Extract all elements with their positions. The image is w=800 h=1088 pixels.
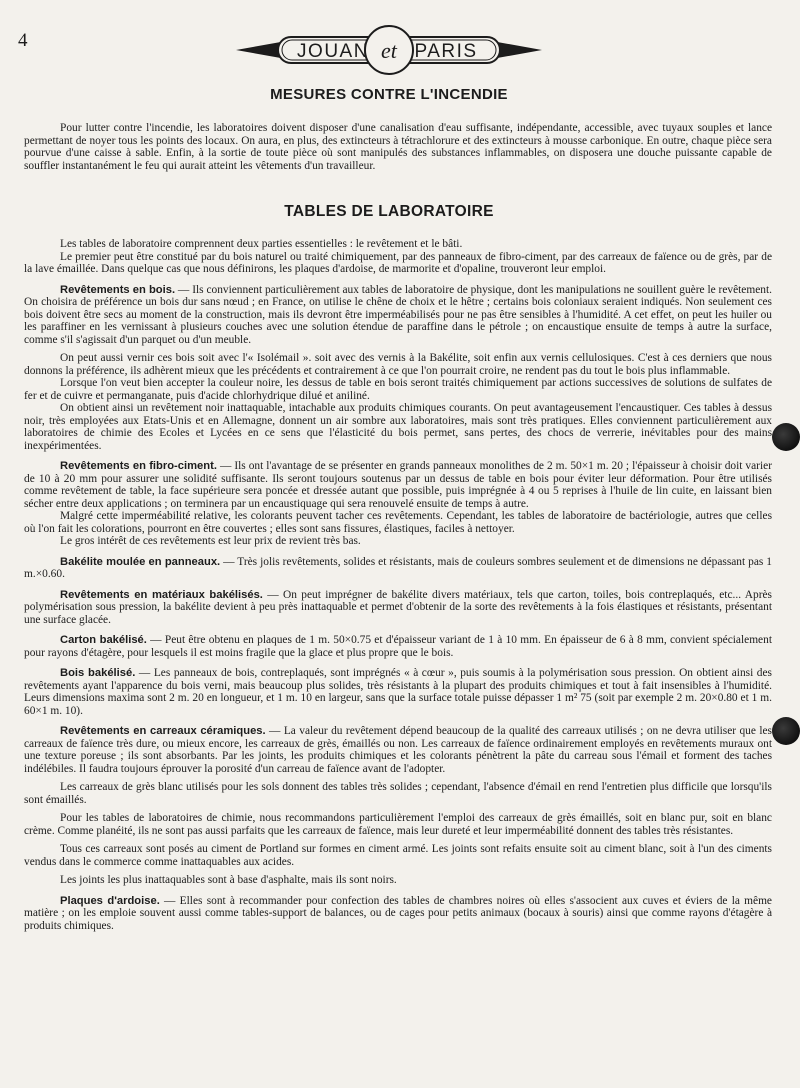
paragraph-carton-bakelise: Carton bakélisé. — Peut être obtenu en plaques de 1 m. 50×0.75 et d'épaisseur variant de 1 à 10 mm. En épaisseur de 6 à 8 mm, convient spécialement pour rayons d'étagère, pour lesquels il est moins fragile que la glace et plus propre que le bois. [24, 634, 772, 659]
paragraph: Les tables de laboratoire comprennent deux parties essentielles : le revêtement et le bâti. [60, 238, 463, 250]
heading-plaques-ardoise: Plaques d'ardoise. [60, 894, 160, 907]
paragraph: Malgré cette imperméabilité relative, les colorants peuvent tacher ces revêtements. Cependant, les tables de laboratoire de bactériologie, autres que celles où l'on fait les colorations, pourront en être couvertes ; elles sont sans fissures, élastiques, faciles à nettoyer. [24, 510, 772, 535]
paragraph: On obtient ainsi un revêtement noir inattaquable, intachable aux produits chimiques courants. On peut avantageusement l'encaustiquer. Ces tables à dessus noir, très employées aux Etats-Unis et en Allemagne, donnent un air sombre aux laboratoires, mais sont très pratiques. Elles conviennent particulièrement aux laboratoires de chimie des Ecoles et Lycées en ce sens que l'élasticité du bois permet, sans pertes, des chocs de verrerie, inévitables pour des mains inexpérimentées. [24, 402, 772, 452]
paragraph: Les joints les plus inattaquables sont à base d'asphalte, mais ils sont noirs. [60, 874, 397, 886]
paragraph: Le gros intérêt de ces revêtements est leur prix de revient très bas. [60, 535, 361, 547]
heading-carton-bakelise: Carton bakélisé. [60, 634, 147, 646]
paragraph-bois-bakelise: Bois bakélisé. — Les panneaux de bois, contreplaqués, sont imprégnés « à cœur », puis soumis à la polymérisation sous pression. On obtient ainsi des revêtements ayant l'apparence du bois verni, mais beaucoup plus solides, très résistants à la plupart des produits chimiques et tout à fait insensibles à l'humidité. Leurs dimensions maxima sont 2 m. 20 en longueur, et 1 m. 10 en largeur, sans que la surface totale puisse dépasser 1 m² 75 (soit par exemple 2 m. 20×0.80 et 1 m. 60×1 m. 10). [24, 667, 772, 717]
jouan-paris-logo [232, 22, 546, 78]
paragraph: Pour les tables de laboratoires de chimie, nous recommandons particulièrement l'emploi des carreaux de grès émaillés, soit en blanc pur, soit en blanc crème. Comme planéité, ils ne sont pas aussi parfaits que les carreaux de faïence, mais leur dureté et leur imperméabilité donnent des tables très résistantes. [24, 812, 772, 837]
punch-hole-mark [772, 717, 800, 745]
heading-bois-bakelise: Bois bakélisé. [60, 667, 136, 679]
heading-bakelite-moulee: Bakélite moulée en panneaux. [60, 555, 221, 568]
paragraph: Pour lutter contre l'incendie, les laboratoires doivent disposer d'une canalisation d'eau suffisante, indépendante, accessible, avec tuyaux souples et lance permettant de noyer tous les points des locaux. On aura, en plus, des extincteurs à tétrachlorure et des extincteurs à mousse carbonique. En outre, chaque pièce sera pourvue d'une caisse à sable. Enfin, à la sortie de toute pièce où sont manipulés des substances inflammables, on disposera une douche puissante capable de souffler instantanément le feu qui aurait atteint les vêtements d'un travailleur. [24, 122, 772, 172]
logo-left-text: JOUAN [297, 41, 369, 62]
section-body-tables [24, 238, 772, 932]
paragraph-bakelite-moulee: Bakélite moulée en panneaux. — Très jolis revêtements, solides et résistants, mais de couleurs sombres seulement et de dimensions ne dépassant pas 1 m.×0.60. [24, 555, 772, 580]
page-number: 4 [18, 30, 28, 51]
paragraph: Les carreaux de grès blanc utilisés pour les sols donnent des tables très solides ; cependant, l'absence d'émail en rend l'entretien plus difficile que lorsqu'ils sont émaillés. [24, 781, 772, 806]
heading-fibro-ciment: Revêtements en fibro-ciment. [60, 460, 217, 472]
paragraph-plaques-ardoise: Plaques d'ardoise. — Elles sont à recommander pour confection des tables de chambres noires où elles s'associent aux cuves et éviers de la même matière ; on les emploie souvent aussi comme tables-support de balances, ou de cages pour petits animaux (bocaux à souris) ainsi que comme rayons d'étagère à produits chimiques. [24, 894, 772, 932]
logo-monogram: et [381, 38, 397, 63]
section-body-incendie [24, 122, 772, 172]
paragraph-revetements-bois: Revêtements en bois. — Ils conviennent particulièrement aux tables de laboratoire de physique, dont les manipulations ne souillent guère le revêtement. On choisira de préférence un bois dur sans nœud ; en France, on utilise le chêne de choix et le hêtre ; certains bois coloniaux seraient indiqués. Non seulement ces bois doivent être secs au moment de la construction, mais ils devront être imperméabilisés pour ne pas être sensibles à l'humidité. A cet effet, on peut les huiler ou les paraffiner en les vernissant à plusieurs couches avec une solution étendue de paraffine dans le pétrole ; on encaustique ensuite de temps à autre la surface, comme s'il s'agissait d'un parquet ou d'un meuble. [24, 283, 772, 346]
heading-revetements-bois: Revêtements en bois. [60, 283, 176, 296]
paragraph: Le premier peut être constitué par du bois naturel ou traité chimiquement, par des panneaux de fibro-ciment, par des carreaux de faïence ou de grès, par de la lave émaillée. Dans quelque cas que nous définirons, les plaques d'ardoise, de marmorite et d'opaline, trouveront leur emploi. [24, 250, 772, 275]
punch-hole-mark [772, 423, 800, 451]
paragraph-materiaux-bakelises: Revêtements en matériaux bakélisés. — On peut imprégner de bakélite divers matériaux, tels que carton, toiles, bois contreplaqués, etc... Après polymérisation sous pression, la bakélite devient à peu près inattaquable et permet d'obtenir de la sorte des revêtements à la fois élastiques et résistants, présentant une surface glacée. [24, 588, 772, 626]
paragraph: On peut aussi vernir ces bois soit avec l'« Isolémail ». soit avec des vernis à la Bakélite, soit enfin aux vernis cellulosiques. C'est à ces derniers que nous donnons la préférence, ils adhèrent mieux que les précédents et contrairement à ce que l'on pourrait croire, ne rendent pas du tout le bois plus inflammable. [24, 352, 772, 377]
paragraph-carreaux-ceramiques: Revêtements en carreaux céramiques. — La valeur du revêtement dépend beaucoup de la qualité des carreaux utilisés ; on ne devra utiliser que les carreaux de faïence très dure, ou mieux encore, les carreaux de grès, émaillés ou non. Les carreaux de faïence ordinairement employés en revêtements muraux ont une texture poreuse ; ils sont absorbants. Par les joints, les produits chimiques et les colorants pénètrent la pâte du carreau sous l'émail et forment des taches indélébiles. Il faudra toujours éprouver la porosité d'un carreau de faïence avant de l'adopter. [24, 725, 772, 775]
paragraph: Tous ces carreaux sont posés au ciment de Portland sur formes en ciment armé. Les joints sont refaits ensuite soit au ciment blanc, soit à l'un des ciments vendus dans le commerce comme inattaquables aux acides. [24, 843, 772, 868]
heading-materiaux-bakelises: Revêtements en matériaux bakélisés. [60, 588, 263, 601]
section-title-tables: TABLES DE LABORATOIRE [284, 203, 494, 220]
paragraph-fibro-ciment: Revêtements en fibro-ciment. — Ils ont l'avantage de se présenter en grands panneaux monolithes de 2 m. 50×1 m. 20 ; l'épaisseur à choisir doit varier de 10 à 20 mm pour assurer une solidité suffisante. Ils seront toujours soutenus par un dessus de table en bois pour éviter leur déformation. Pour être utilisés comme revêtement de table, la face supérieure sera poncée et dressée autant que possible, puis imprégnée à 4 ou 5 reprises à l'huile de lin cuite, en laissant bien sécher entre deux applications ; on terminera par un encaustiquage qui sera renouvelé ensuite de temps à autre. [24, 460, 772, 510]
logo-right-text: PARIS [414, 41, 478, 62]
heading-carreaux-ceramiques: Revêtements en carreaux céramiques. [60, 725, 266, 737]
section-title-incendie: MESURES CONTRE L'INCENDIE [270, 86, 508, 103]
paragraph: Lorsque l'on veut bien accepter la couleur noire, les dessus de table en bois seront traités chimiquement par actions successives de solutions de sulfates de fer et de cuivre et permanganate, puis d'acide chlorhydrique dilué et aniliné. [24, 377, 772, 402]
